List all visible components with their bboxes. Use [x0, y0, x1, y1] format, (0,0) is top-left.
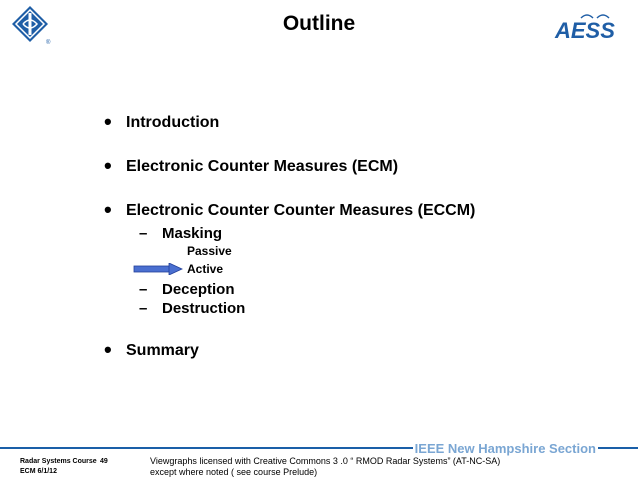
sub-bullet-dash: –: [139, 300, 148, 317]
footer-page-number: 49: [100, 458, 108, 465]
bullet-dot: •: [104, 153, 112, 178]
footer-license-line2: except where noted ( see course Prelude): [150, 467, 318, 477]
aess-logo-text: AESS: [555, 18, 615, 42]
footer-license-line1: Viewgraphs licensed with Creative Commons 3 .0 “ RMOD Radar Systems” (AT-NC-SA): [150, 456, 501, 466]
sub-bullet-dash: –: [139, 225, 148, 242]
registered-mark: ®: [46, 40, 51, 46]
arrow-icon: [133, 263, 183, 275]
bullet-label: Summary: [126, 342, 199, 359]
sub-bullet-label: Masking: [162, 225, 223, 242]
sub-bullet-label: Deception: [162, 281, 235, 298]
bullet-label: Introduction: [126, 114, 220, 131]
sub-bullet-label: Destruction: [162, 300, 246, 317]
sub-sub-bullet-passive: Passive: [187, 244, 232, 258]
bullet-dot: •: [104, 337, 112, 362]
footer-section-name: IEEE New Hampshire Section: [414, 441, 596, 456]
bullet-label: Electronic Counter Counter Measures (ECCM): [126, 202, 476, 219]
bullet-dot: •: [104, 109, 112, 134]
bullet-dot: •: [104, 197, 112, 222]
footer-course: Radar Systems Course: [20, 458, 97, 465]
slide-title: Outline: [282, 12, 356, 35]
sub-sub-bullet-active: Active: [187, 262, 224, 276]
footer-topic-date: ECM 6/1/12: [20, 468, 57, 475]
bullet-label: Electronic Counter Measures (ECM): [126, 158, 399, 175]
sub-bullet-dash: –: [139, 281, 148, 298]
